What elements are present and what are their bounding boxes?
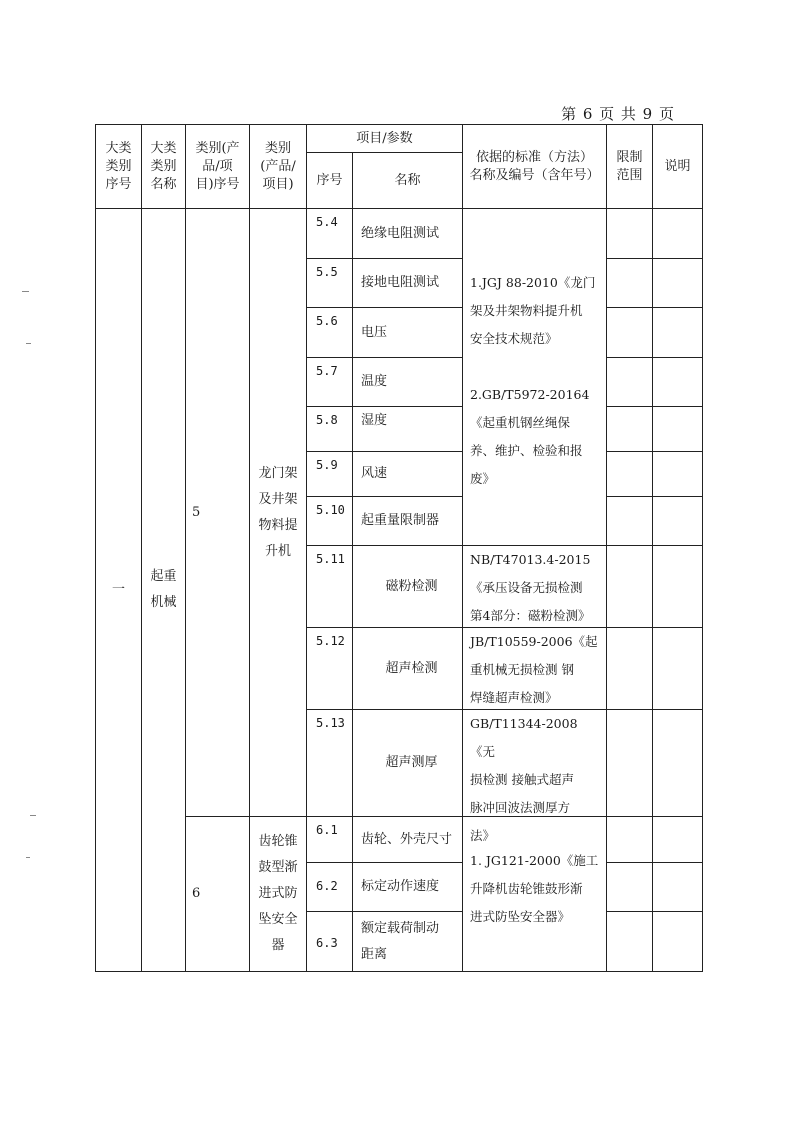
note-cell [653, 912, 703, 972]
limit-cell [607, 209, 653, 259]
header-item-name: 名称 [353, 153, 463, 209]
item-name: 接地电阻测试 [353, 259, 463, 308]
item-no: 5.5 [307, 259, 353, 308]
item-no: 6.3 [307, 912, 353, 972]
category-no: 5 [186, 209, 250, 817]
standard-text: GB/T11344-2008《无 损检测 接触式超声 脉冲回波法测厚方 法》 [463, 710, 607, 817]
limit-cell [607, 407, 653, 452]
major-category-name: 起重 机械 [142, 209, 186, 972]
note-cell [653, 546, 703, 628]
item-no: 6.1 [307, 817, 353, 863]
item-no: 5.13 [307, 710, 353, 817]
item-name: 湿度 [353, 407, 463, 452]
item-name: 额定载荷制动 距离 [353, 912, 463, 972]
limit-cell [607, 710, 653, 817]
limit-cell [607, 259, 653, 308]
limit-cell [607, 912, 653, 972]
item-name: 绝缘电阻测试 [353, 209, 463, 259]
item-name: 电压 [353, 308, 463, 358]
item-no: 5.7 [307, 358, 353, 407]
inspection-table [95, 124, 703, 972]
scan-mark [26, 343, 31, 344]
item-name: 标定动作速度 [353, 863, 463, 912]
note-cell [653, 358, 703, 407]
limit-cell [607, 546, 653, 628]
item-name: 风速 [353, 452, 463, 497]
category-no: 6 [186, 817, 250, 972]
header-item-no: 序号 [307, 153, 353, 209]
standard-text: 1.JGJ 88-2010《龙门 架及井架物料提升机 安全技术规范》 2.GB/T5972-20164 《起重机钢丝绳保 养、维护、检验和报 废》 [463, 209, 607, 546]
limit-cell [607, 497, 653, 546]
limit-cell [607, 863, 653, 912]
item-no: 5.6 [307, 308, 353, 358]
item-name: 超声检测 [353, 628, 463, 710]
note-cell [653, 259, 703, 308]
item-no: 6.2 [307, 863, 353, 912]
standard-text: NB/T47013.4-2015 《承压设备无损检测 第4部分：磁粉检测》 [463, 546, 607, 628]
note-cell [653, 710, 703, 817]
item-no: 5.4 [307, 209, 353, 259]
header-item-param: 项目/参数 [307, 125, 463, 153]
scan-mark [30, 815, 36, 816]
item-no: 5.8 [307, 407, 353, 452]
standard-text: 1. JG121-2000《施工 升降机齿轮锥鼓形渐 进式防坠安全器》 [463, 817, 607, 972]
item-no: 5.11 [307, 546, 353, 628]
header-limit: 限制 范围 [607, 125, 653, 209]
item-name: 温度 [353, 358, 463, 407]
category-name: 龙门架 及井架 物料提 升机 [250, 209, 307, 817]
note-cell [653, 497, 703, 546]
scan-mark [22, 291, 29, 292]
header-note: 说明 [653, 125, 703, 209]
header-category-no: 类别(产 品/项 目)序号 [186, 125, 250, 209]
item-name: 起重量限制器 [353, 497, 463, 546]
item-no: 5.10 [307, 497, 353, 546]
item-name: 超声测厚 [353, 710, 463, 817]
limit-cell [607, 628, 653, 710]
note-cell [653, 817, 703, 863]
standard-text: JB/T10559-2006《起 重机械无损检测 钢 焊缝超声检测》 [463, 628, 607, 710]
item-no: 5.12 [307, 628, 353, 710]
limit-cell [607, 308, 653, 358]
category-name: 齿轮锥 鼓型渐 进式防 坠安全 器 [250, 817, 307, 972]
note-cell [653, 407, 703, 452]
limit-cell [607, 817, 653, 863]
note-cell [653, 308, 703, 358]
scan-mark [26, 857, 30, 858]
item-name: 齿轮、外壳尺寸 [353, 817, 463, 863]
item-name: 磁粉检测 [353, 546, 463, 628]
major-category-no: 一 [96, 209, 142, 972]
page-number: 第 6 页 共 9 页 [561, 105, 675, 123]
note-cell [653, 863, 703, 912]
header-category-name: 类别 (产品/ 项目) [250, 125, 307, 209]
header-standard: 依据的标准（方法） 名称及编号（含年号） [463, 125, 607, 209]
header-major-name: 大类 类别 名称 [142, 125, 186, 209]
limit-cell [607, 358, 653, 407]
note-cell [653, 452, 703, 497]
note-cell [653, 209, 703, 259]
item-no: 5.9 [307, 452, 353, 497]
note-cell [653, 628, 703, 710]
header-major-no: 大类 类别 序号 [96, 125, 142, 209]
limit-cell [607, 452, 653, 497]
